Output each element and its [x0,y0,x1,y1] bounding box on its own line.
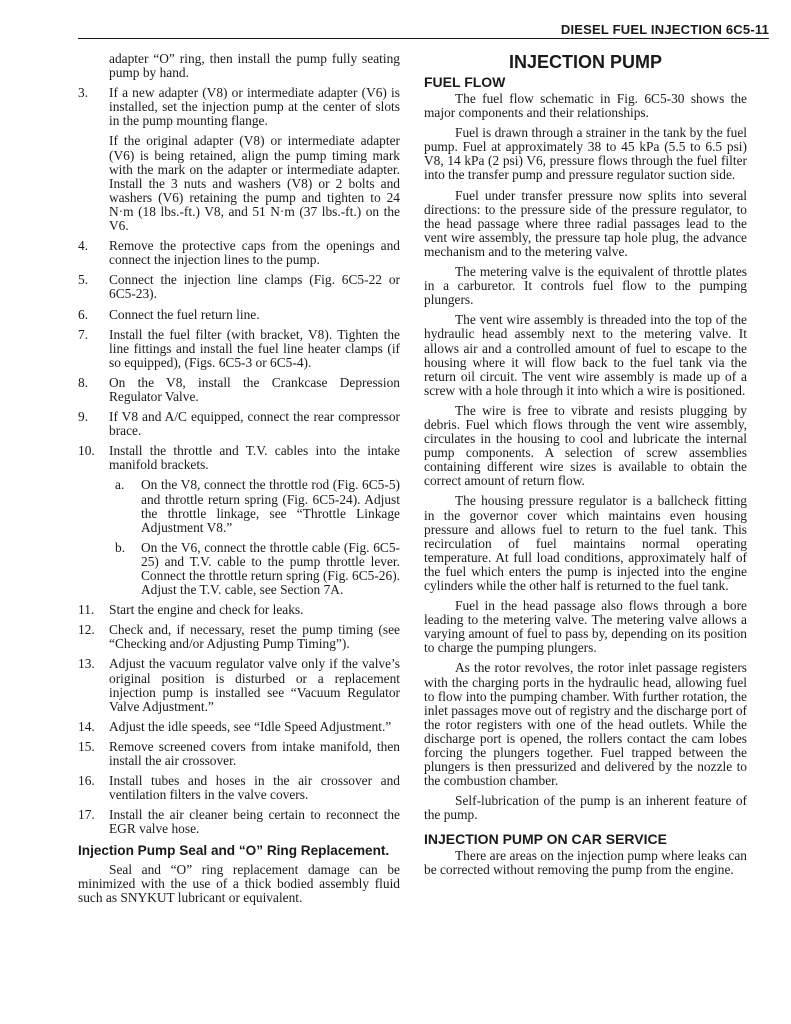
step-6 [78,308,400,322]
step-text: Install the fuel filter (with bracket, V8). Tighten the line fittings and install the fuel line heater clamps (if so equipped), (Figs. 6C5-3 or 6C5-4). [109,326,400,370]
step-number: 11. [78,602,95,618]
seal-heading: Injection Pump Seal and “O” Ring Replacement. [78,842,390,858]
step-text-extra: If the original adapter (V8) or intermediate adapter (V6) is being retained, align the pump timing mark with the mark on the adapter or intermediate adapter. Install the 3 nuts and washers (V8) or 2 bolts and washers (V6) retaining the pump and tighten to 24 N·m (18 lbs.-ft.) V8, and 51 N·m (37 lbs.-ft.) on the V6. [109,133,400,234]
step-text: Install the throttle and T.V. cables into the intake manifold brackets. [109,443,400,473]
step-text: Adjust the vacuum regulator valve only if the valve’s original position is disturbed or a replacement injection pump is installed see “Vacuum Regulator Valve Adjustment.” [109,656,400,714]
section-title: INJECTION PUMP [508,52,663,72]
step-text: If a new adapter (V8) or intermediate adapter (V6) is installed, set the injection pump at the center of slots in the pump mounting flange. [109,85,400,129]
paragraph: As the rotor revolves, the rotor inlet passage registers with the charging ports in the hydraulic head, allowing fuel to flow into the pumping chamber. With further rotation, the inlet passages move out of registry and the discharge port of the rotor registers with one of the head outlets. While the discharge port is opened, the rollers contact the cam lobes forcing the plungers together. Fuel trapped between the plungers is then pressurized and delivered by the nozzle to the combustion chamber. [424,660,747,789]
step-number: 8. [78,374,89,390]
step-text: If V8 and A/C equipped, connect the rear compressor brace. [109,409,400,439]
step-11 [78,603,400,617]
step-4 [78,239,400,267]
step-3 [78,86,400,233]
step-number: 6. [78,306,89,322]
step-9 [78,410,400,438]
step-8 [78,376,400,404]
paragraph: The wire is free to vibrate and resists plugging by debris. Fuel which flows through the vent wire assembly, circulates in the housing to cool and lubricate the internal pump components. A selection of screw assemblies containing different wire sizes is available to obtain the correct amount of return flow. [424,402,747,489]
step-7 [78,328,400,370]
paragraph: Self-lubrication of the pump is an inherent feature of the pump. [424,793,747,823]
step-number: 15. [78,738,95,754]
service-text: There are areas on the injection pump where leaks can be corrected without removing the pump from the engine. [424,847,747,877]
step-number: 12. [78,622,95,638]
paragraph: Fuel in the head passage also flows through a bore leading to the metering valve. The metering valve allows a varying amount of fuel to pass by, depending on its position to charge the pumping plungers. [424,598,747,656]
step-number: 14. [78,718,95,734]
page-header: DIESEL FUEL INJECTION 6C5-11 [560,22,769,37]
step-text: Remove the protective caps from the openings and connect the injection lines to the pump. [109,238,400,268]
step-number: 3. [78,85,89,101]
substep-text: On the V6, connect the throttle cable (Fig. 6C5-25) and T.V. cable to the pump throttle lever. Connect the throttle return spring (Fig. 6C5-26). Adjust the T.V. cable, see Section 7A. [141,539,400,598]
step-number: 10. [78,443,95,459]
paragraph: Fuel is drawn through a strainer in the tank by the fuel pump. Fuel at approximately 38 to 45 kPa (5.5 to 6.5 psi) V8, 14 kPa (2 psi) V6, pressure flows through the fuel filter into the transfer pump and pressure regulator suction side. [424,125,747,183]
substep-text: On the V8, connect the throttle rod (Fig. 6C5-5) and throttle return spring (Fig. 6C5-24). Adjust the throttle linkage, see “Throttle Linkage Adjustment V8.” [141,477,400,535]
paragraph: Fuel under transfer pressure now splits into several directions: to the pressure side of the pressure regulator, to the head passage where three radial passages lead to the vent wire assembly, the pressure tap hole plug, the advance mechanism and to the metering valve. [424,187,747,259]
service-heading: INJECTION PUMP ON CAR SERVICE [424,830,667,847]
paragraph: The housing pressure regulator is a ballcheck fitting in the governor cover which maintains even housing pressure and allows fuel to return to the fuel tank. This recirculation of fuel maintains normal operating temperature. At full load conditions, approximately half of the fuel which enters the pump is injected into the engine cylinders while the other half is returned to the fuel tank. [424,493,747,593]
step-text: Remove screened covers from intake manifold, then install the air crossover. [109,738,400,769]
right-column [424,52,747,883]
step-10 [78,444,400,472]
step-12 [78,623,400,651]
step-17 [78,808,400,836]
step-15 [78,740,400,768]
fuel-flow-heading: FUEL FLOW [424,74,506,90]
step-text: On the V8, install the Crankcase Depression Regulator Valve. [109,374,400,404]
intro-text: adapter “O” ring, then install the pump fully seating pump by hand. [109,51,400,81]
step-text: Check and, if necessary, reset the pump timing (see “Checking and/or Adjusting Pump Timing”). [109,622,400,652]
step-text: Connect the fuel return line. [109,306,260,322]
step-text: Install tubes and hoses in the air crossover and ventilation filters in the valve covers. [109,773,400,803]
step-text: Adjust the idle speeds, see “Idle Speed Adjustment.” [109,718,392,734]
step-number: 9. [78,409,89,425]
paragraph: The metering valve is the equivalent of throttle plates in a carburetor. It controls fuel flow to the pumping plungers. [424,264,747,308]
step-number: 17. [78,807,95,823]
paragraph: The fuel flow schematic in Fig. 6C5-30 shows the major components and their relationships. [424,91,747,121]
step-number: 4. [78,238,89,254]
step-text: Install the air cleaner being certain to reconnect the EGR valve hose. [109,807,400,837]
step-14 [78,720,400,734]
paragraph: The vent wire assembly is threaded into the top of the hydraulic head assembly next to the metering valve. It allows air and a controlled amount of fuel to escape to the housing where it will flow back to the fuel tank via the return oil circuit. The vent wire assembly is made up of a screw with a hole through it into which a wire is positioned. [424,312,747,398]
step-16 [78,774,400,802]
step-text: Start the engine and check for leaks. [109,602,304,618]
step-13 [78,657,400,713]
step-text: Connect the injection line clamps (Fig. 6C5-22 or 6C5-23). [109,272,400,302]
left-column [78,52,400,911]
substep-letter: a. [115,477,125,493]
step-5 [78,273,400,301]
step-number: 16. [78,773,95,789]
step-number: 5. [78,272,89,288]
substep-letter: b. [115,539,126,555]
header-rule [78,38,769,39]
substep-a [109,478,400,534]
step-number: 13. [78,656,95,672]
substep-b [109,541,400,597]
seal-text: Seal and “O” ring replacement damage can be minimized with the use of a thick bodied assembly fluid such as SNYKUT lubricant or equivalent. [78,861,400,905]
step-number: 7. [78,326,89,342]
